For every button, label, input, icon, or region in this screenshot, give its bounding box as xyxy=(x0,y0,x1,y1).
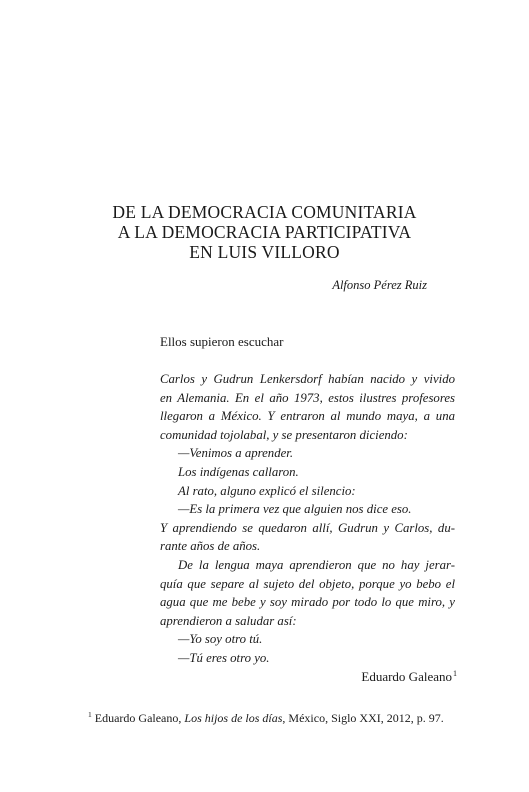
quote-line: Carlos y Gudrun Lenkersdorf habían nacido y vivido xyxy=(160,372,455,386)
quote-line: —Yo soy otro tú. xyxy=(178,632,263,647)
quote-line: agua que me bebe y soy mirado por todo lo que miro, y xyxy=(160,595,455,610)
quote-line: —Es la primera vez que alguien nos dice eso. xyxy=(178,502,412,517)
quote-attribution xyxy=(361,669,457,685)
footnote-book-title: Los hijos de los días xyxy=(184,711,283,725)
quote-line: llegaron a México. Y entraron al mundo maya, a una xyxy=(160,409,455,424)
quote-line: Y aprendiendo se quedaron allí, Gudrun y Carlos, du- xyxy=(160,520,455,535)
chapter-title-line-1: DE LA DEMOCRACIA COMUNITARIA xyxy=(112,202,417,222)
quote-line: quía que separe al sujeto del objeto, porque yo bebo el xyxy=(160,576,455,591)
attribution-name: Eduardo Galeano xyxy=(361,669,452,684)
footnote-reference[interactable]: 1 xyxy=(453,669,457,678)
author-name: Alfonso Pérez Ruiz xyxy=(332,278,427,292)
quote-line: Al rato, alguno explicó el silencio: xyxy=(178,483,356,498)
quote-line: comunidad tojolabal, y se presentaron diciendo: xyxy=(160,427,408,442)
quote-line: —Tú eres otro yo. xyxy=(178,650,270,665)
chapter-title-line-2: A LA DEMOCRACIA PARTICIPATIVA xyxy=(117,222,412,242)
quote-line: De la lengua maya aprendieron que no hay jerar- xyxy=(178,557,455,572)
quote-line: en Alemania. En el año 1973, estos ilustres profesores xyxy=(160,390,455,405)
footnote xyxy=(88,710,444,726)
epigraph-quote xyxy=(160,370,455,668)
section-heading: Ellos supieron escuchar xyxy=(160,334,284,349)
quote-line: Los indígenas callaron. xyxy=(178,464,299,479)
footnote-marker: 1 xyxy=(88,710,92,719)
quote-line: —Venimos a aprender. xyxy=(178,446,294,461)
quote-line: aprendieron a saludar así: xyxy=(160,613,297,628)
chapter-title-line-3: EN LUIS VILLORO xyxy=(189,242,340,262)
footnote-author: Eduardo Galeano, xyxy=(94,711,182,725)
footnote-publication: , México, Siglo XXI, 2012, p. 97. xyxy=(282,711,444,725)
quote-line: rante años de años. xyxy=(160,539,261,554)
